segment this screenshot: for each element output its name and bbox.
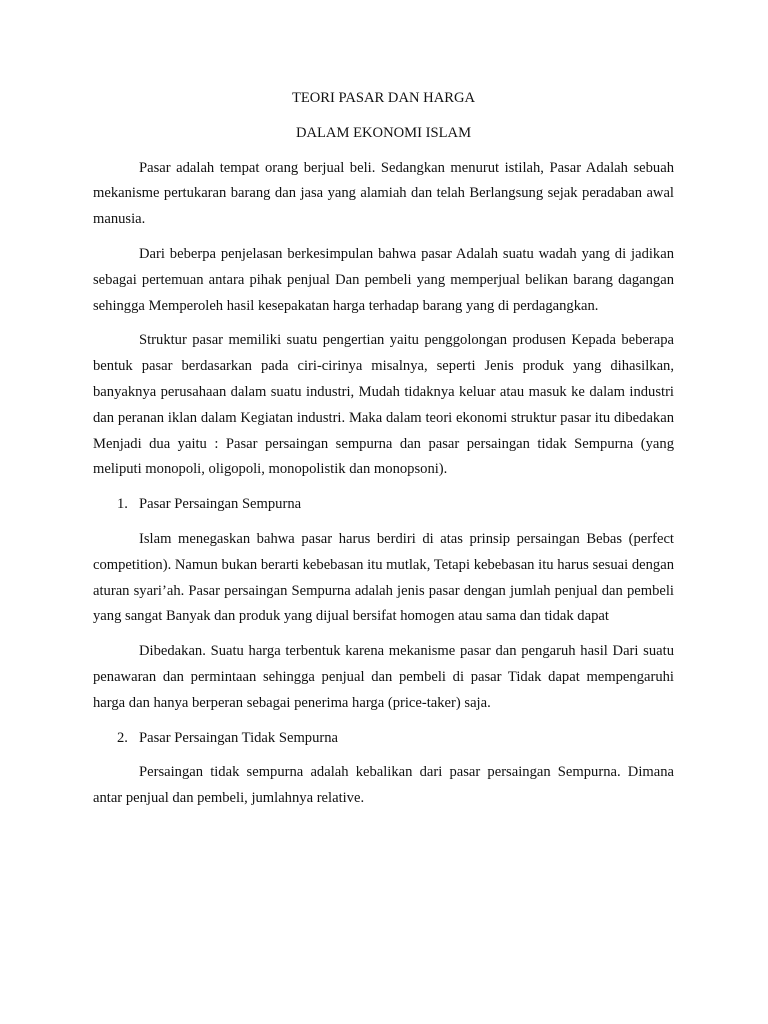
document-title-line-1: TEORI PASAR DAN HARGA <box>291 90 476 106</box>
paragraph-intro-2: Dari beberpa penjelasan berkesimpulan bahwa pasar Adalah suatu wadah yang di jadikan sebagai pertemuan antara pihak penjual Dan pembeli yang memperjual belikan barang dagangan sehingga Memperoleh hasil kesepakatan harga terhadap barang yang di perdagangkan. <box>93 245 674 314</box>
paragraph-section-1-1: Islam menegaskan bahwa pasar harus berdiri di atas prinsip persaingan Bebas (perfect competition). Namun bukan berarti kebebasan itu mutlak, Tetapi kebebasan itu harus sesuai dengan aturan syari’ah. Pasar persaingan Sempurna adalah jenis pasar dengan jumlah penjual dan pembeli yang sangat Banyak dan produk yang dijual bersifat homogen atau sama dan tidak dapat <box>93 530 674 625</box>
section-1-heading <box>93 492 674 518</box>
section-2-heading <box>93 726 674 752</box>
document-body <box>93 86 674 821</box>
paragraph-section-2-1: Persaingan tidak sempurna adalah kebalikan dari pasar persaingan Sempurna. Dimana antar penjual dan pembeli, jumlahnya relative. <box>93 764 674 807</box>
section-2-title: Pasar Persaingan Tidak Sempurna <box>139 729 339 746</box>
paragraph-section-1-2: Dibedakan. Suatu harga terbentuk karena mekanisme pasar dan pengaruh hasil Dari suatu penawaran dan permintaan sehingga penjual dan pembeli di pasar Tidak dapat mempengaruhi harga dan hanya berperan sebagai penerima harga (price-taker) saja. <box>93 643 674 711</box>
paragraph-intro-3: Struktur pasar memiliki suatu pengertian yaitu penggolongan produsen Kepada beberapa bentuk pasar berdasarkan pada ciri-cirinya misalnya, seperti Jenis produk yang dihasilkan, banyaknya perusahaan dalam suatu industri, Mudah tidaknya keluar atau masuk ke dalam industri dan peranan iklan dalam Kegiatan industri. Maka dalam teori ekonomi struktur pasar itu dibedakan Menjadi dua yaitu : Pasar persaingan sempurna dan pasar persaingan tidak Sempurna (yang meliputi monopoli, oligopoli, monopolistik dan monopsoni). <box>93 332 674 478</box>
paragraph-intro-1: Pasar adalah tempat orang berjual beli. Sedangkan menurut istilah, Pasar Adalah sebuah mekanisme pertukaran barang dan jasa yang alamiah dan telah Berlangsung sejak peradaban awal manusia. <box>93 159 674 228</box>
section-1-title: Pasar Persaingan Sempurna <box>139 496 302 513</box>
section-2-number: 2. <box>117 729 128 746</box>
section-1-number: 1. <box>117 496 128 513</box>
document-title-line-2: DALAM EKONOMI ISLAM <box>295 124 472 141</box>
